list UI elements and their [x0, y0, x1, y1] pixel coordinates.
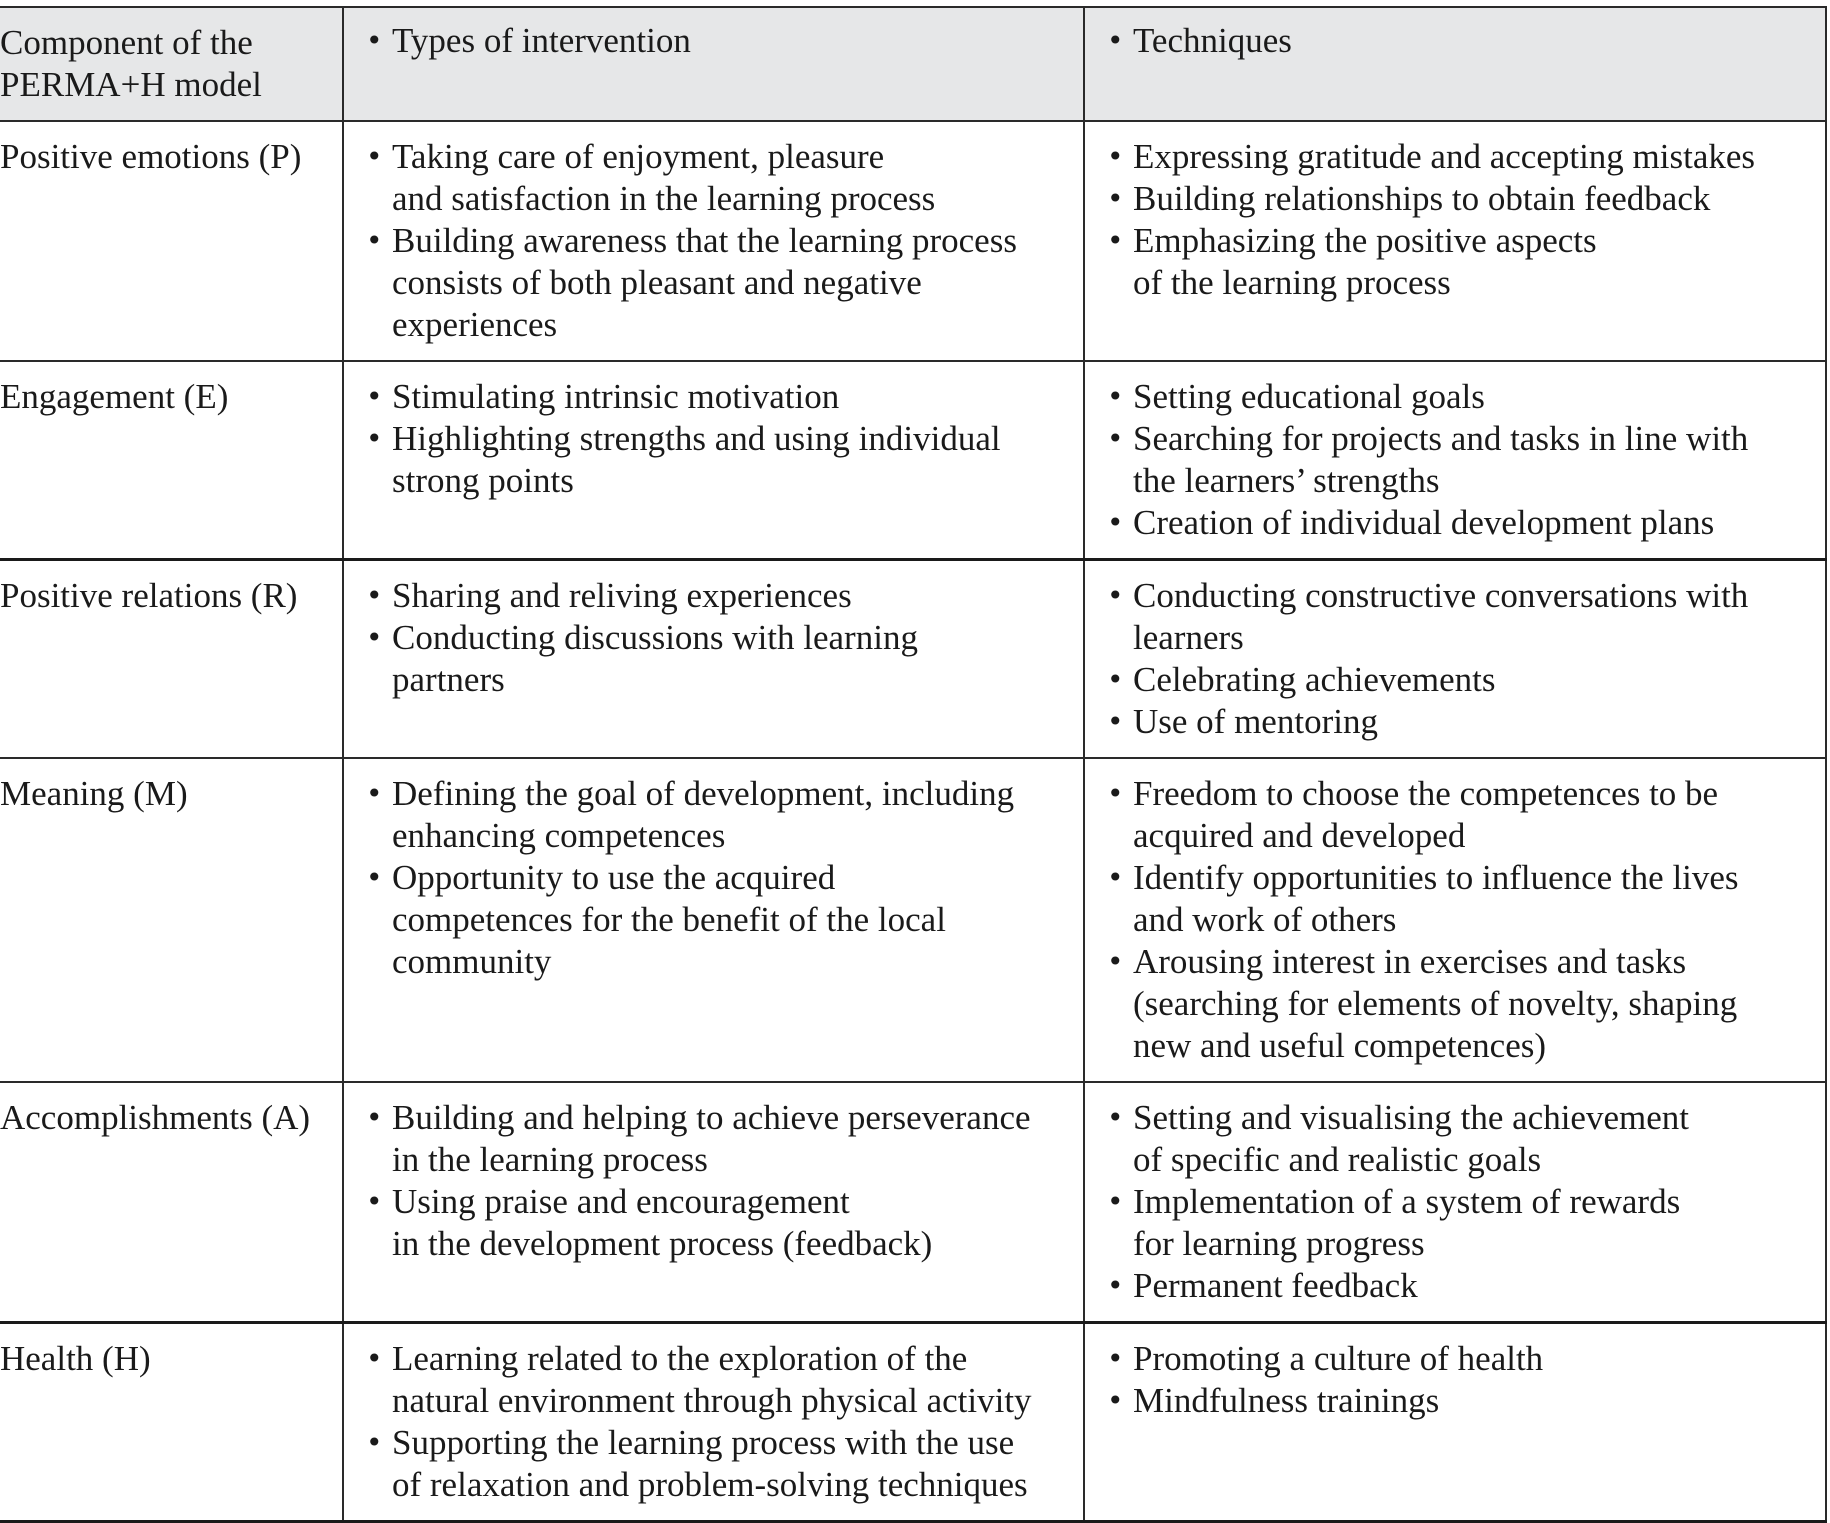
- interventions-cell: [343, 758, 1084, 1082]
- component-label: Positive relations (R): [0, 576, 298, 615]
- techniques-list: [1095, 1338, 1817, 1422]
- interventions-list: [354, 1097, 1075, 1265]
- component-label: Meaning (M): [0, 774, 188, 813]
- list-item: • Use of mentoring: [1095, 701, 1817, 743]
- interventions-cell: [343, 560, 1084, 759]
- header-component: [0, 7, 343, 121]
- techniques-list: [1095, 136, 1817, 304]
- component-cell: [0, 1082, 343, 1323]
- header-techniques-label: • Techniques: [1095, 20, 1817, 62]
- list-item: • Permanent feedback: [1095, 1265, 1817, 1307]
- list-item: • Celebrating achievements: [1095, 659, 1817, 701]
- list-item: • Using praise and encouragement in the development process (feedback): [354, 1181, 1075, 1265]
- interventions-list: [354, 136, 1075, 346]
- list-item: • Opportunity to use the acquired competences for the benefit of the local community: [354, 857, 1075, 983]
- header-component-label: Component of the PERMA+H model: [0, 23, 262, 104]
- component-label: Health (H): [0, 1339, 151, 1378]
- interventions-list: [354, 376, 1075, 502]
- techniques-cell: [1084, 361, 1826, 560]
- list-item: • Emphasizing the positive aspects of the learning process: [1095, 220, 1817, 304]
- list-item: • Arousing interest in exercises and tasks (searching for elements of novelty, shaping new and useful competences): [1095, 941, 1817, 1067]
- interventions-cell: [343, 1082, 1084, 1323]
- table-header: [0, 7, 1826, 121]
- list-item: • Searching for projects and tasks in line with the learners’ strengths: [1095, 418, 1817, 502]
- list-item: • Sharing and reliving experiences: [354, 575, 1075, 617]
- table-row-meaning: [0, 758, 1826, 1082]
- header-row: [0, 7, 1826, 121]
- techniques-list: [1095, 773, 1817, 1067]
- list-item: • Conducting discussions with learning partners: [354, 617, 1075, 701]
- list-item: • Mindfulness trainings: [1095, 1380, 1817, 1422]
- list-item: • Building and helping to achieve perseverance in the learning process: [354, 1097, 1075, 1181]
- techniques-list: [1095, 376, 1817, 544]
- list-item: • Promoting a culture of health: [1095, 1338, 1817, 1380]
- table-row-health: [0, 1323, 1826, 1522]
- component-label: Positive emotions (P): [0, 137, 302, 176]
- list-item: • Building awareness that the learning process consists of both pleasant and negative experiences: [354, 220, 1075, 346]
- table-row-accomplishments: [0, 1082, 1826, 1323]
- component-label: Engagement (E): [0, 377, 229, 416]
- techniques-cell: [1084, 560, 1826, 759]
- techniques-cell: [1084, 758, 1826, 1082]
- interventions-list: [354, 1338, 1075, 1506]
- table-row-positive-emotions: [0, 121, 1826, 361]
- techniques-list: [1095, 1097, 1817, 1307]
- list-item: • Expressing gratitude and accepting mistakes: [1095, 136, 1817, 178]
- list-item: • Setting and visualising the achievement of specific and realistic goals: [1095, 1097, 1817, 1181]
- list-item: • Supporting the learning process with the use of relaxation and problem-solving techniques: [354, 1422, 1075, 1506]
- techniques-cell: [1084, 1323, 1826, 1522]
- techniques-cell: [1084, 121, 1826, 361]
- techniques-list: [1095, 575, 1817, 743]
- list-item: • Highlighting strengths and using individual strong points: [354, 418, 1075, 502]
- header-interventions-label: • Types of intervention: [354, 20, 1075, 62]
- header-techniques: [1084, 7, 1826, 121]
- list-item: • Taking care of enjoyment, pleasure and satisfaction in the learning process: [354, 136, 1075, 220]
- component-cell: [0, 758, 343, 1082]
- table-row-positive-relations: [0, 560, 1826, 759]
- list-item: • Implementation of a system of rewards for learning progress: [1095, 1181, 1817, 1265]
- component-label: Accomplishments (A): [0, 1098, 311, 1137]
- interventions-list: [354, 575, 1075, 701]
- list-item: • Creation of individual development plans: [1095, 502, 1817, 544]
- component-cell: [0, 1323, 343, 1522]
- interventions-cell: [343, 121, 1084, 361]
- list-item: • Setting educational goals: [1095, 376, 1817, 418]
- list-item: • Identify opportunities to influence the lives and work of others: [1095, 857, 1817, 941]
- list-item: • Building relationships to obtain feedback: [1095, 178, 1817, 220]
- interventions-cell: [343, 361, 1084, 560]
- list-item: • Conducting constructive conversations with learners: [1095, 575, 1817, 659]
- list-item: • Learning related to the exploration of the natural environment through physical activity: [354, 1338, 1075, 1422]
- header-interventions: [343, 7, 1084, 121]
- component-cell: [0, 121, 343, 361]
- list-item: • Stimulating intrinsic motivation: [354, 376, 1075, 418]
- component-cell: [0, 560, 343, 759]
- table-row-engagement: [0, 361, 1826, 560]
- component-cell: [0, 361, 343, 560]
- techniques-cell: [1084, 1082, 1826, 1323]
- list-item: • Freedom to choose the competences to be acquired and developed: [1095, 773, 1817, 857]
- list-item: • Defining the goal of development, including enhancing competences: [354, 773, 1075, 857]
- interventions-cell: [343, 1323, 1084, 1522]
- perma-h-table: [0, 6, 1827, 1523]
- table-body: [0, 121, 1826, 1522]
- interventions-list: [354, 773, 1075, 983]
